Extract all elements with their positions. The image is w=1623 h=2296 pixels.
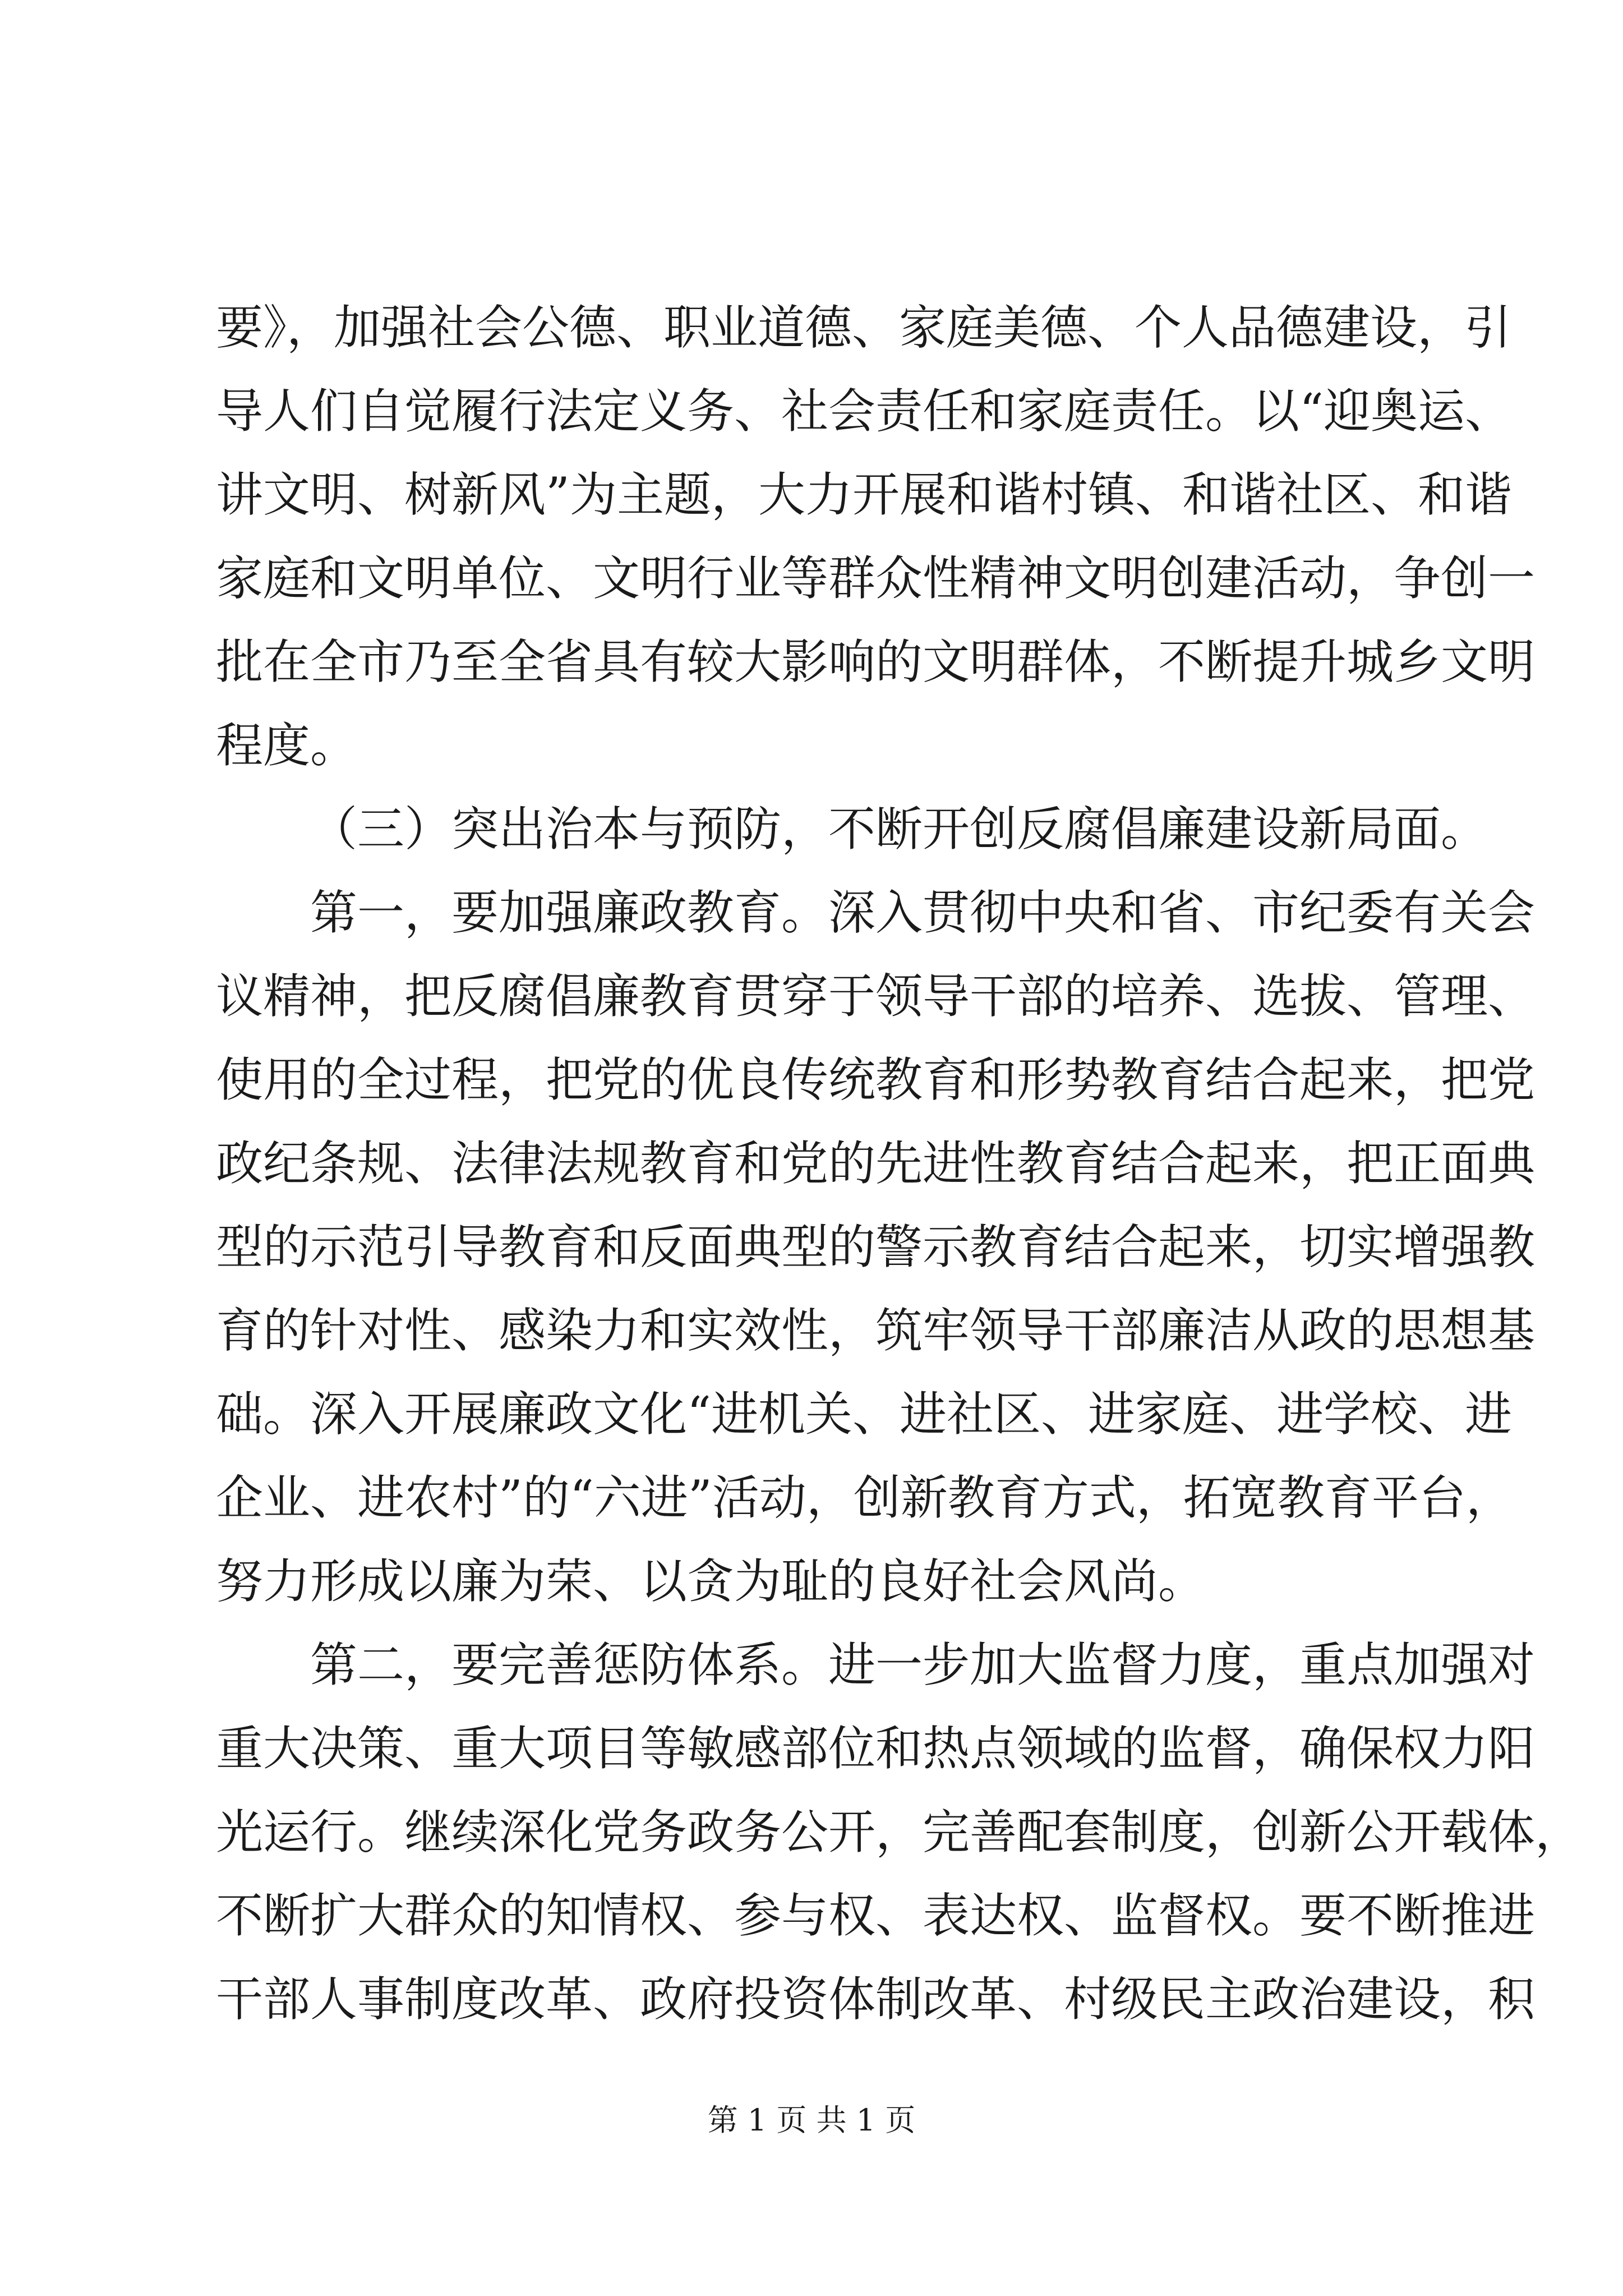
page-number-label: 第 1 页 共 1 页 [707, 2102, 916, 2138]
text-line: 讲文明、树新风”为主题，大力开展和谐村镇、和谐社区、和谐 [216, 467, 1512, 522]
text-line: 干部人事制度改革、政府投资体制改革、村级民主政治建设，积 [216, 1972, 1536, 2027]
document-body [216, 286, 1583, 2041]
text-line: 努力形成以廉为荣、以贪为耻的良好社会风尚。 [216, 1554, 1206, 1609]
text-line: 企业、进农村”的“六进”活动，创新教育方式，拓宽教育平台， [216, 1470, 1513, 1525]
text-line: 第一，要加强廉政教育。深入贯彻中央和省、市纪委有关会 [310, 885, 1536, 940]
section-heading: （三）突出治本与预防，不断开创反腐倡廉建设新局面。 [310, 802, 1488, 857]
text-line: 程度。 [216, 718, 358, 773]
text-line: 使用的全过程，把党的优良传统教育和形势教育结合起来，把党 [216, 1052, 1536, 1107]
text-line: 议精神，把反腐倡廉教育贯穿于领导干部的培养、选拔、管理、 [216, 969, 1536, 1024]
text-line: 家庭和文明单位、文明行业等群众性精神文明创建活动，争创一 [216, 551, 1536, 606]
text-line: 重大决策、重大项目等敏感部位和热点领域的监督，确保权力阳 [216, 1721, 1536, 1776]
text-line: 批在全市乃至全省具有较大影响的文明群体，不断提升城乡文明 [216, 634, 1536, 689]
text-line: 第二，要完善惩防体系。进一步加大监督力度，重点加强对 [310, 1637, 1536, 1692]
text-line: 要》，加强社会公德、职业道德、家庭美德、个人品德建设，引 [216, 300, 1512, 355]
text-line: 政纪条规、法律法规教育和党的先进性教育结合起来，把正面典 [216, 1136, 1536, 1191]
page-footer [0, 2101, 1623, 2140]
text-line: 型的示范引导教育和反面典型的警示教育结合起来，切实增强教 [216, 1220, 1536, 1274]
text-line: 导人们自觉履行法定义务、社会责任和家庭责任。以“迎奥运、 [216, 384, 1512, 439]
text-line: 光运行。继续深化党务政务公开，完善配套制度，创新公开载体， [216, 1805, 1583, 1860]
text-line: 不断扩大群众的知情权、参与权、表达权、监督权。要不断推进 [216, 1888, 1536, 1943]
text-line: 础。深入开展廉政文化“进机关、进社区、进家庭、进学校、进 [216, 1387, 1512, 1442]
text-line: 育的针对性、感染力和实效性，筑牢领导干部廉洁从政的思想基 [216, 1303, 1536, 1358]
